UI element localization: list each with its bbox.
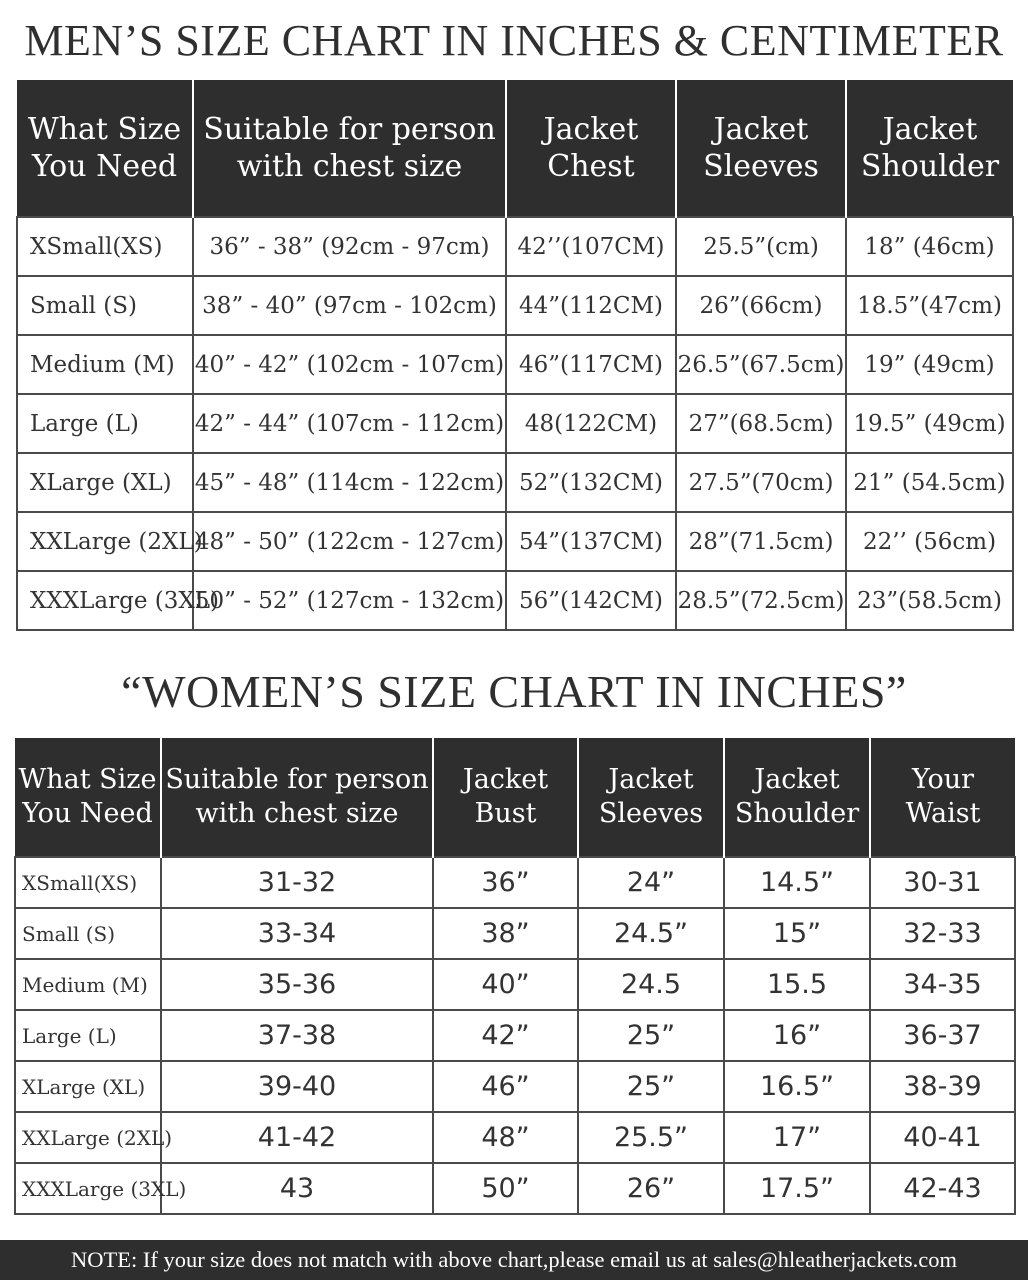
waist-cell: 38-39 [870,1061,1015,1112]
jacket-sleeves-cell: 27.5”(70cm) [676,453,846,512]
size-cell: Medium (M) [17,335,193,394]
size-cell: XSmall(XS) [17,217,193,276]
jacket-shoulder-cell: 17” [724,1112,870,1163]
waist-cell: 40-41 [870,1112,1015,1163]
header-what-size: What Size You Need [17,80,193,217]
table-row [17,335,1013,394]
header-jacket-shoulder: Jacket Shoulder [846,80,1013,217]
jacket-sleeves-cell: 24” [578,857,724,908]
size-cell: XXXLarge (3XL) [17,571,193,630]
chest-size-cell: 42” - 44” (107cm - 112cm) [193,394,506,453]
waist-cell: 34-35 [870,959,1015,1010]
size-cell: XXXLarge (3XL) [15,1163,161,1214]
header-jacket-sleeves: Jacket Sleeves [676,80,846,217]
jacket-sleeves-cell: 25.5” [578,1112,724,1163]
chest-size-cell: 37-38 [161,1010,433,1061]
jacket-sleeves-cell: 27”(68.5cm) [676,394,846,453]
header-chest-size: Suitable for person with chest size [193,80,506,217]
table-row [17,394,1013,453]
jacket-sleeves-cell: 25.5”(cm) [676,217,846,276]
chest-size-cell: 43 [161,1163,433,1214]
header-jacket-bust: Jacket Bust [433,738,578,857]
contact-note-banner: NOTE: If your size does not match with above chart,please email us at sales@hleatherjackets.com [0,1240,1028,1280]
size-cell: Large (L) [17,394,193,453]
jacket-chest-cell: 42’’(107CM) [506,217,676,276]
chest-size-cell: 45” - 48” (114cm - 122cm) [193,453,506,512]
chest-size-cell: 36” - 38” (92cm - 97cm) [193,217,506,276]
jacket-shoulder-cell: 15.5 [724,959,870,1010]
size-cell: Medium (M) [15,959,161,1010]
header-jacket-shoulder: Jacket Shoulder [724,738,870,857]
jacket-sleeves-cell: 26.5”(67.5cm) [676,335,846,394]
header-jacket-chest: Jacket Chest [506,80,676,217]
women-size-table [14,738,1016,1215]
jacket-sleeves-cell: 26” [578,1163,724,1214]
jacket-chest-cell: 52”(132CM) [506,453,676,512]
chest-size-cell: 40” - 42” (102cm - 107cm) [193,335,506,394]
waist-cell: 32-33 [870,908,1015,959]
jacket-bust-cell: 48” [433,1112,578,1163]
table-row [17,276,1013,335]
men-size-table [16,80,1014,631]
jacket-chest-cell: 48(122CM) [506,394,676,453]
jacket-shoulder-cell: 18” (46cm) [846,217,1013,276]
jacket-shoulder-cell: 23”(58.5cm) [846,571,1013,630]
chest-size-cell: 35-36 [161,959,433,1010]
header-what-size: What Size You Need [15,738,161,857]
header-your-waist: Your Waist [870,738,1015,857]
table-row [15,1163,1015,1214]
jacket-bust-cell: 40” [433,959,578,1010]
table-header-row [17,80,1013,217]
table-row [17,453,1013,512]
jacket-bust-cell: 46” [433,1061,578,1112]
jacket-shoulder-cell: 18.5”(47cm) [846,276,1013,335]
jacket-bust-cell: 38” [433,908,578,959]
table-row [15,959,1015,1010]
jacket-shoulder-cell: 17.5” [724,1163,870,1214]
size-cell: XLarge (XL) [15,1061,161,1112]
jacket-shoulder-cell: 16” [724,1010,870,1061]
jacket-shoulder-cell: 21” (54.5cm) [846,453,1013,512]
chest-size-cell: 31-32 [161,857,433,908]
jacket-sleeves-cell: 26”(66cm) [676,276,846,335]
size-cell: XLarge (XL) [17,453,193,512]
size-cell: Large (L) [15,1010,161,1061]
jacket-shoulder-cell: 22’’ (56cm) [846,512,1013,571]
chest-size-cell: 48” - 50” (122cm - 127cm) [193,512,506,571]
jacket-sleeves-cell: 28.5”(72.5cm) [676,571,846,630]
table-row [17,217,1013,276]
size-cell: XXLarge (2XL) [17,512,193,571]
waist-cell: 42-43 [870,1163,1015,1214]
jacket-sleeves-cell: 25” [578,1061,724,1112]
size-cell: Small (S) [17,276,193,335]
table-row [15,857,1015,908]
jacket-shoulder-cell: 15” [724,908,870,959]
jacket-sleeves-cell: 24.5 [578,959,724,1010]
size-cell: XSmall(XS) [15,857,161,908]
jacket-bust-cell: 50” [433,1163,578,1214]
jacket-sleeves-cell: 28”(71.5cm) [676,512,846,571]
jacket-chest-cell: 56”(142CM) [506,571,676,630]
jacket-shoulder-cell: 19.5” (49cm) [846,394,1013,453]
table-header-row [15,738,1015,857]
jacket-shoulder-cell: 14.5” [724,857,870,908]
table-row [15,1061,1015,1112]
table-row [17,512,1013,571]
size-cell: Small (S) [15,908,161,959]
jacket-sleeves-cell: 25” [578,1010,724,1061]
jacket-chest-cell: 46”(117CM) [506,335,676,394]
jacket-bust-cell: 42” [433,1010,578,1061]
jacket-chest-cell: 44”(112CM) [506,276,676,335]
jacket-bust-cell: 36” [433,857,578,908]
jacket-shoulder-cell: 19” (49cm) [846,335,1013,394]
chest-size-cell: 39-40 [161,1061,433,1112]
chest-size-cell: 41-42 [161,1112,433,1163]
waist-cell: 36-37 [870,1010,1015,1061]
size-cell: XXLarge (2XL) [15,1112,161,1163]
jacket-chest-cell: 54”(137CM) [506,512,676,571]
chest-size-cell: 33-34 [161,908,433,959]
men-size-chart-title: MEN’S SIZE CHART IN INCHES & CENTIMETER [24,16,1004,65]
waist-cell: 30-31 [870,857,1015,908]
header-jacket-sleeves: Jacket Sleeves [578,738,724,857]
table-row [15,1112,1015,1163]
table-row [15,908,1015,959]
women-size-chart-title: “WOMEN’S SIZE CHART IN INCHES” [121,666,907,717]
header-chest-size: Suitable for person with chest size [161,738,433,857]
chest-size-cell: 38” - 40” (97cm - 102cm) [193,276,506,335]
chest-size-cell: 50” - 52” (127cm - 132cm) [193,571,506,630]
jacket-shoulder-cell: 16.5” [724,1061,870,1112]
table-row [15,1010,1015,1061]
jacket-sleeves-cell: 24.5” [578,908,724,959]
table-row [17,571,1013,630]
